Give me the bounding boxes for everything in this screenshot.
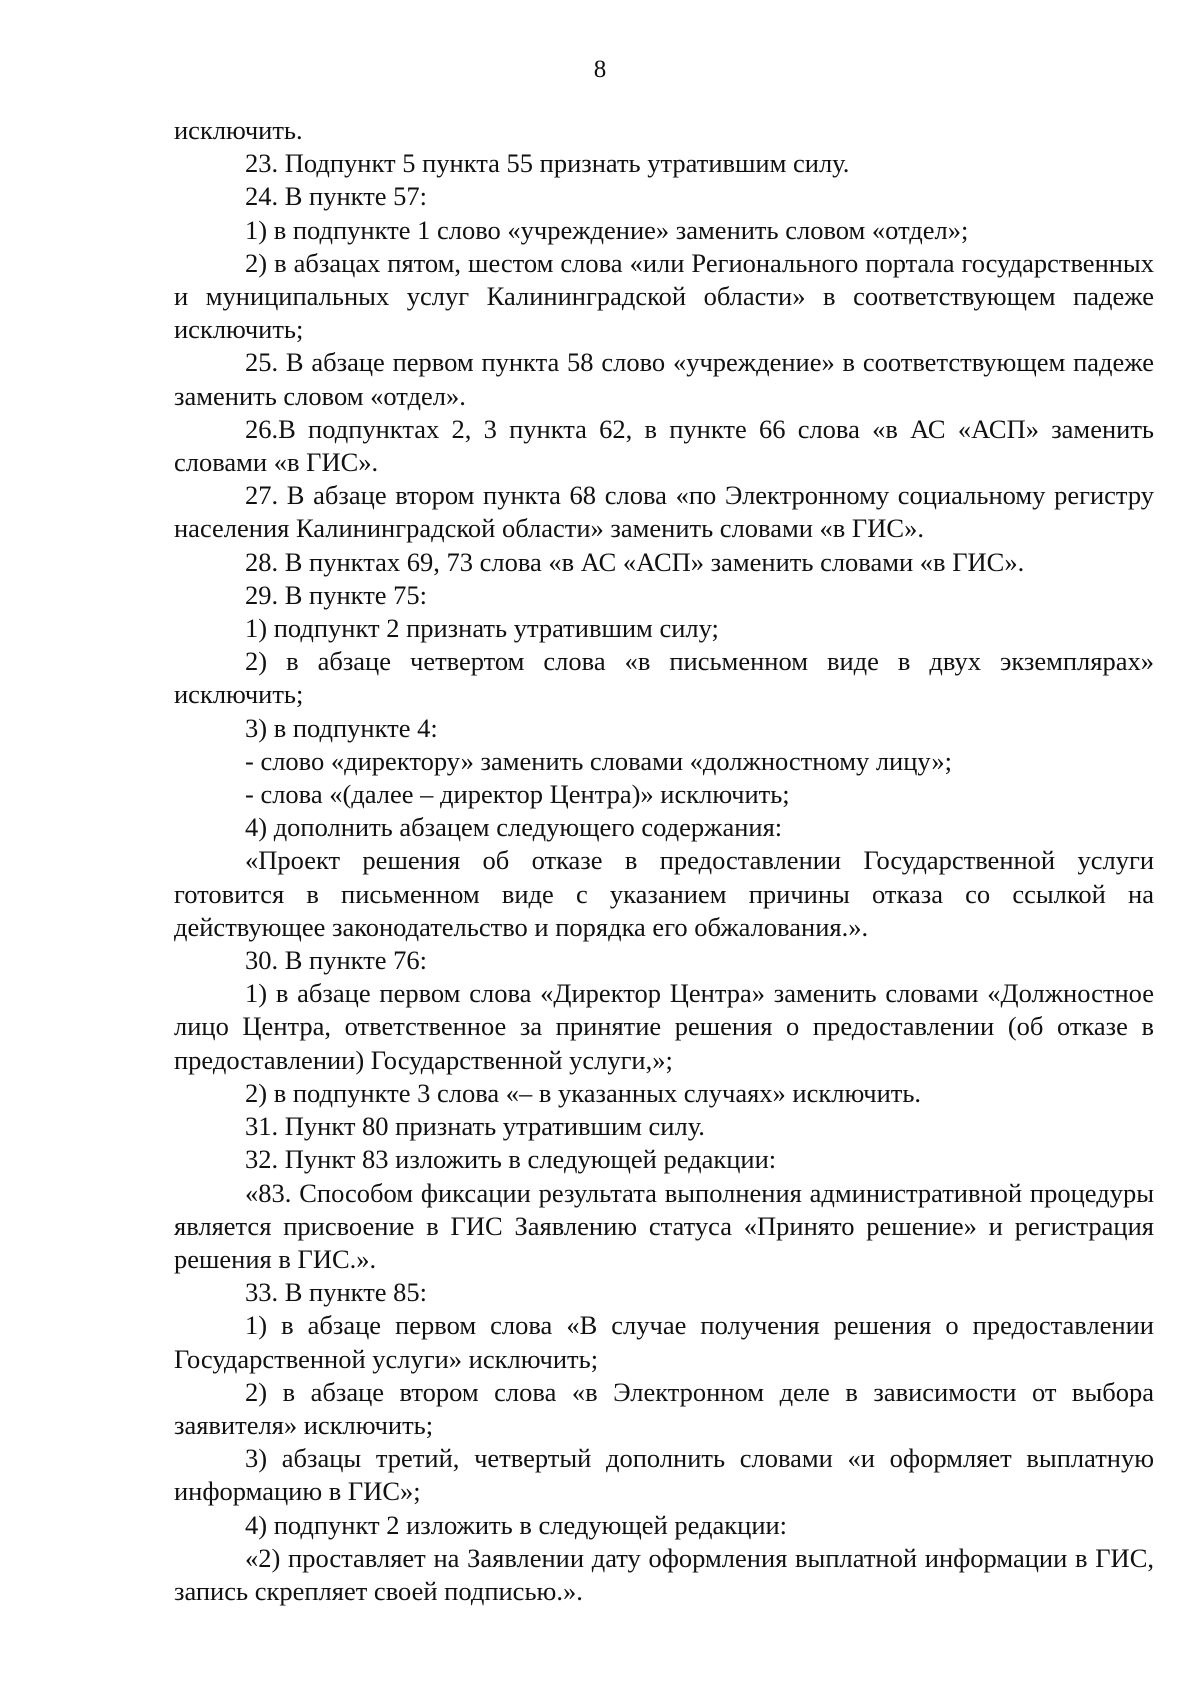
paragraph: 1) в абзаце первом слова «Директор Центра» заменить словами «Должностное лицо Центра, ответственное за принятие решения о предоставлении (об отказе в предоставлении) Государственной услуги,»; — [174, 978, 1154, 1075]
paragraph: 24. В пункте 57: — [245, 181, 428, 212]
paragraph: 1) в абзаце первом слова «В случае получения решения о предоставлении Государственной услуги» исключить; — [174, 1310, 1154, 1374]
paragraph: - слова «(далее – директор Центра)» исключить; — [245, 779, 790, 810]
paragraph: «83. Способом фиксации результата выполнения административной процедуры является присвоение в ГИС Заявлению статуса «Принято решение» и регистрация решения в ГИС.». — [174, 1177, 1154, 1274]
paragraph: 25. В абзаце первом пункта 58 слово «учреждение» в соответствующем падеже заменить словом «отдел». — [174, 347, 1154, 411]
paragraph: 3) в подпункте 4: — [245, 712, 438, 743]
paragraph: 2) в абзаце четвертом слова «в письменном виде в двух экземплярах» исключить; — [174, 646, 1154, 710]
paragraph: 2) в абзаце втором слова «в Электронном деле в зависимости от выбора заявителя» исключить; — [174, 1376, 1154, 1440]
paragraph: 1) в подпункте 1 слово «учреждение» заменить словом «отдел»; — [245, 214, 969, 245]
paragraph: 29. В пункте 75: — [245, 579, 428, 610]
paragraph: 31. Пункт 80 признать утратившим силу. — [245, 1111, 705, 1142]
paragraph: 4) подпункт 2 изложить в следующей редакции: — [245, 1509, 788, 1540]
paragraph: «Проект решения об отказе в предоставлении Государственной услуги готовится в письменном виде с указанием причины отказа со ссылкой на действующее законодательство и порядка его обжалования.». — [174, 845, 1154, 942]
paragraph: 23. Подпункт 5 пункта 55 признать утратившим силу. — [245, 148, 850, 179]
paragraph: 3) абзацы третий, четвертый дополнить словами «и оформляет выплатную информацию в ГИС»; — [174, 1443, 1154, 1507]
document-body — [174, 114, 1154, 1608]
paragraph: «2) проставляет на Заявлении дату оформления выплатной информации в ГИС, запись скрепляет своей подписью.». — [174, 1542, 1154, 1606]
paragraph: - слово «директору» заменить словами «должностному лицу»; — [245, 745, 952, 776]
paragraph: 26.В подпунктах 2, 3 пункта 62, в пункте 66 слова «в АС «АСП» заменить словами «в ГИС». — [174, 413, 1154, 478]
paragraph: 33. В пункте 85: — [245, 1277, 428, 1308]
paragraph: 30. В пункте 76: — [245, 945, 428, 976]
paragraph: 2) в абзацах пятом, шестом слова «или Регионального портала государственных и муниципальных услуг Калининградской области» в соответствующем падеже исключить; — [174, 247, 1154, 345]
paragraph: 32. Пункт 83 изложить в следующей редакции: — [245, 1144, 777, 1175]
paragraph: 1) подпункт 2 признать утратившим силу; — [245, 613, 719, 644]
paragraph: 28. В пунктах 69, 73 слова «в АС «АСП» заменить словами «в ГИС». — [245, 546, 1025, 577]
paragraph: исключить. — [174, 115, 303, 145]
page-number: 8 — [593, 56, 607, 83]
paragraph: 27. В абзаце втором пункта 68 слова «по Электронному социальному регистру населения Калининградской области» заменить словами «в ГИС». — [174, 480, 1154, 544]
paragraph: 4) дополнить абзацем следующего содержания: — [245, 812, 783, 843]
paragraph: 2) в подпункте 3 слова «– в указанных случаях» исключить. — [245, 1077, 922, 1108]
